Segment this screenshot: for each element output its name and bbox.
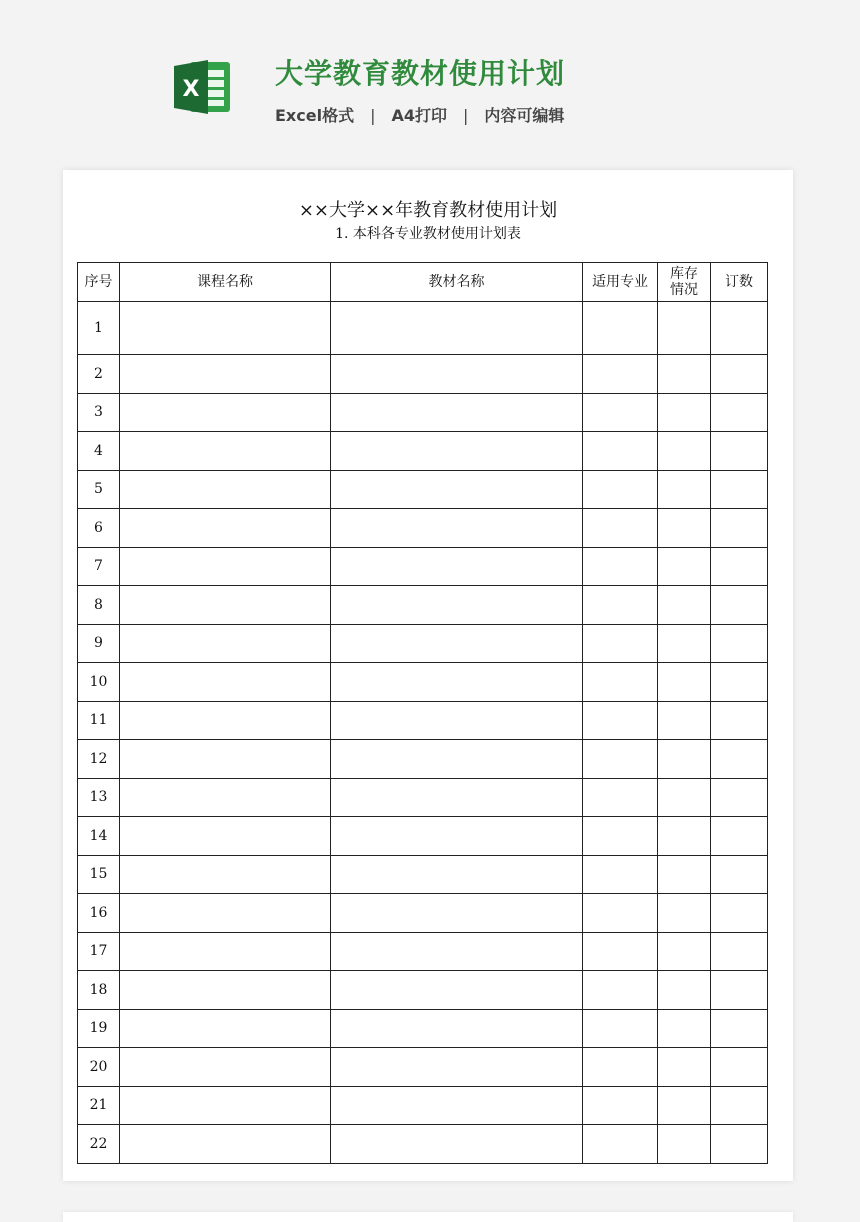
table-cell: [120, 393, 331, 432]
table-cell: [658, 302, 711, 355]
table-row: [78, 894, 768, 933]
row-index: 6: [78, 509, 120, 548]
table-cell: [711, 1048, 768, 1087]
table-cell: [331, 624, 583, 663]
table-cell: [711, 817, 768, 856]
table-cell: [711, 894, 768, 933]
table-cell: [711, 701, 768, 740]
table-cell: [711, 932, 768, 971]
table-cell: [658, 855, 711, 894]
table-row: [78, 547, 768, 586]
tag-separator: |: [463, 106, 469, 125]
table-cell: [658, 1125, 711, 1164]
table-cell: [711, 302, 768, 355]
table-cell: [331, 547, 583, 586]
row-index: 3: [78, 393, 120, 432]
table-cell: [120, 432, 331, 471]
table-cell: [658, 894, 711, 933]
page-title: 大学教育教材使用计划: [275, 57, 566, 90]
table-row: [78, 1086, 768, 1125]
next-page-edge: [63, 1212, 793, 1222]
table-cell: [658, 701, 711, 740]
table-cell: [331, 855, 583, 894]
table-cell: [583, 509, 658, 548]
table-cell: [711, 1125, 768, 1164]
table-header-row: [78, 263, 768, 302]
table-cell: [331, 701, 583, 740]
tag-format: Excel格式: [275, 106, 355, 125]
table-cell: [583, 701, 658, 740]
table-cell: [711, 1086, 768, 1125]
table-row: [78, 1125, 768, 1164]
logo-letter: X: [182, 77, 200, 102]
table-cell: [120, 778, 331, 817]
table-cell: [583, 1009, 658, 1048]
header-course-name: 课程名称: [120, 263, 331, 302]
table-cell: [120, 470, 331, 509]
table-cell: [331, 509, 583, 548]
table-cell: [120, 1086, 331, 1125]
table-cell: [711, 740, 768, 779]
table-row: [78, 663, 768, 702]
table-row: [78, 778, 768, 817]
table-cell: [583, 586, 658, 625]
table-row: [78, 1009, 768, 1048]
table-cell: [583, 393, 658, 432]
table-cell: [658, 547, 711, 586]
row-index: 20: [78, 1048, 120, 1087]
table-cell: [711, 778, 768, 817]
row-index: 16: [78, 894, 120, 933]
table-row: [78, 932, 768, 971]
table-cell: [711, 432, 768, 471]
header-stock: [658, 263, 711, 302]
table-cell: [583, 817, 658, 856]
document-subtitle: 1. 本科各专业教材使用计划表: [335, 226, 521, 242]
table-row: [78, 701, 768, 740]
table-cell: [120, 971, 331, 1010]
table-cell: [120, 509, 331, 548]
row-index: 1: [78, 302, 120, 355]
table-cell: [658, 817, 711, 856]
table-cell: [331, 1009, 583, 1048]
table-cell: [331, 817, 583, 856]
table-cell: [658, 1048, 711, 1087]
table-cell: [583, 932, 658, 971]
table-cell: [583, 355, 658, 394]
table-cell: [331, 778, 583, 817]
table-cell: [120, 547, 331, 586]
table-cell: [583, 432, 658, 471]
table-cell: [658, 586, 711, 625]
table-cell: [120, 894, 331, 933]
table-cell: [331, 393, 583, 432]
table-cell: [331, 663, 583, 702]
table-cell: [658, 624, 711, 663]
table-cell: [711, 547, 768, 586]
table-cell: [331, 1125, 583, 1164]
table-cell: [331, 894, 583, 933]
table-cell: [120, 355, 331, 394]
table-row: [78, 586, 768, 625]
table-cell: [583, 1086, 658, 1125]
row-index: 9: [78, 624, 120, 663]
table-row: [78, 355, 768, 394]
row-index: 13: [78, 778, 120, 817]
row-index: 22: [78, 1125, 120, 1164]
table-row: [78, 393, 768, 432]
table-cell: [120, 932, 331, 971]
header-stock-line1: 库存: [670, 266, 698, 282]
table-cell: [120, 624, 331, 663]
table-cell: [658, 932, 711, 971]
table-cell: [711, 470, 768, 509]
table-cell: [120, 1048, 331, 1087]
row-index: 15: [78, 855, 120, 894]
table-cell: [583, 1048, 658, 1087]
table-cell: [658, 432, 711, 471]
table-cell: [658, 1086, 711, 1125]
table-cell: [711, 971, 768, 1010]
header-textbook-name: 教材名称: [331, 263, 583, 302]
row-index: 2: [78, 355, 120, 394]
table-cell: [658, 509, 711, 548]
table-cell: [711, 663, 768, 702]
table-cell: [120, 855, 331, 894]
table-cell: [583, 740, 658, 779]
row-index: 21: [78, 1086, 120, 1125]
table-cell: [120, 817, 331, 856]
row-index: 18: [78, 971, 120, 1010]
textbook-plan-table: [77, 262, 768, 1164]
row-index: 19: [78, 1009, 120, 1048]
table-cell: [120, 663, 331, 702]
row-index: 7: [78, 547, 120, 586]
table-cell: [583, 302, 658, 355]
row-index: 4: [78, 432, 120, 471]
table-cell: [331, 432, 583, 471]
table-row: [78, 509, 768, 548]
table-cell: [658, 663, 711, 702]
header-stock-line2: 情况: [670, 282, 698, 298]
table-row: [78, 740, 768, 779]
table-cell: [120, 740, 331, 779]
table-cell: [331, 470, 583, 509]
row-index: 17: [78, 932, 120, 971]
row-index: 5: [78, 470, 120, 509]
table-cell: [658, 470, 711, 509]
table-row: [78, 971, 768, 1010]
table-cell: [331, 932, 583, 971]
table-cell: [331, 1048, 583, 1087]
table-cell: [120, 701, 331, 740]
header-order-qty: 订数: [711, 263, 768, 302]
table-cell: [120, 302, 331, 355]
table-cell: [711, 624, 768, 663]
row-index: 12: [78, 740, 120, 779]
table-cell: [711, 393, 768, 432]
table-cell: [583, 894, 658, 933]
table-cell: [658, 778, 711, 817]
table-cell: [120, 1009, 331, 1048]
row-index: 10: [78, 663, 120, 702]
table-row: [78, 1048, 768, 1087]
tag-print: A4打印: [391, 106, 447, 125]
table-row: [78, 624, 768, 663]
table-cell: [583, 470, 658, 509]
row-index: 11: [78, 701, 120, 740]
table-cell: [331, 1086, 583, 1125]
table-cell: [658, 355, 711, 394]
table-cell: [658, 971, 711, 1010]
row-index: 8: [78, 586, 120, 625]
table-cell: [331, 302, 583, 355]
table-cell: [120, 586, 331, 625]
table-cell: [583, 1125, 658, 1164]
table-cell: [658, 1009, 711, 1048]
table-cell: [711, 1009, 768, 1048]
table-cell: [583, 855, 658, 894]
table-cell: [711, 509, 768, 548]
header-index: 序号: [78, 263, 120, 302]
table-cell: [583, 624, 658, 663]
table-cell: [331, 355, 583, 394]
page-header: [0, 0, 860, 160]
table-row: [78, 470, 768, 509]
table-row: [78, 432, 768, 471]
tag-editable: 内容可编辑: [484, 106, 565, 125]
excel-logo-icon: [172, 56, 234, 118]
table-cell: [658, 740, 711, 779]
table-cell: [658, 393, 711, 432]
table-row: [78, 817, 768, 856]
table-row: [78, 302, 768, 355]
table-cell: [711, 586, 768, 625]
header-major: 适用专业: [583, 263, 658, 302]
table-cell: [711, 355, 768, 394]
table-cell: [583, 971, 658, 1010]
table-cell: [711, 855, 768, 894]
table-cell: [120, 1125, 331, 1164]
table-cell: [331, 740, 583, 779]
table-cell: [583, 663, 658, 702]
table-cell: [583, 547, 658, 586]
document-title: ××大学××年教育教材使用计划: [298, 200, 558, 221]
feature-tags: [275, 103, 564, 126]
table-row: [78, 855, 768, 894]
table-cell: [583, 778, 658, 817]
row-index: 14: [78, 817, 120, 856]
table-cell: [331, 971, 583, 1010]
tag-separator: |: [370, 106, 376, 125]
table-cell: [331, 586, 583, 625]
document-preview: [63, 170, 793, 1181]
